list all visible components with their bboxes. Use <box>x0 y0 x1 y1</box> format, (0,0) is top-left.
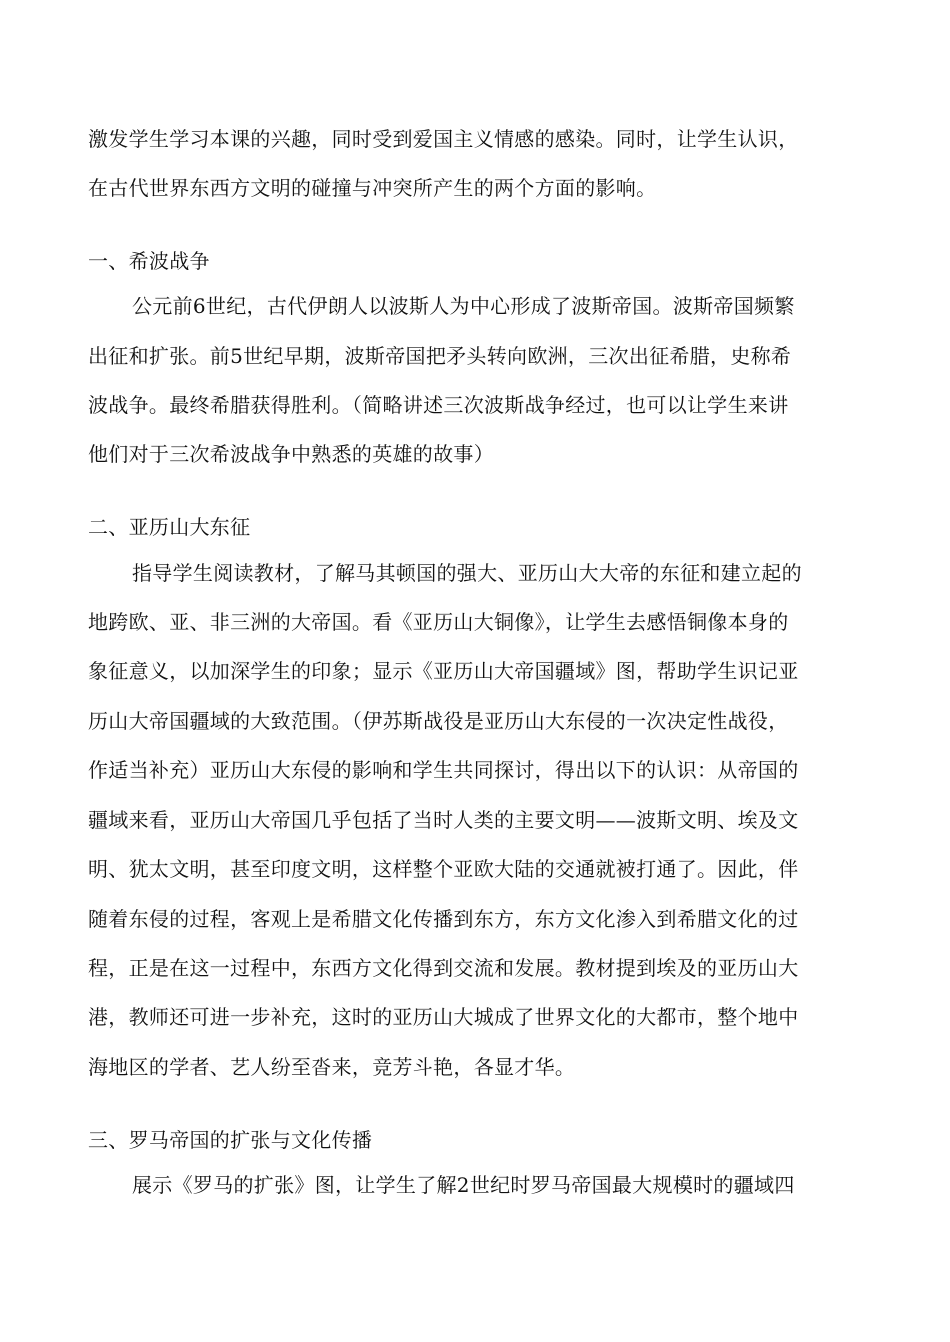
section-3-heading: 三、罗马帝国的扩张与文化传播 <box>88 1128 373 1152</box>
section-1-line-2: 出征和扩张。前5世纪早期，波斯帝国把矛头转向欧洲，三次出征希腊，史称希 <box>88 344 792 368</box>
section-2-line-5: 作适当补充）亚历山大东侵的影响和学生共同探讨，得出以下的认识：从帝国的 <box>88 758 799 782</box>
section-2-line-11: 海地区的学者、艺人纷至沓来，竞芳斗艳，各显才华。 <box>88 1055 576 1079</box>
section-2-line-4: 历山大帝国疆域的大致范围。（伊苏斯战役是亚历山大东侵的一次决定性战役， <box>88 709 789 733</box>
section-3-line-1: 展示《罗马的扩张》图，让学生了解2世纪时罗马帝国最大规模时的疆域四 <box>132 1173 795 1197</box>
section-2-line-6: 疆域来看，亚历山大帝国几乎包括了当时人类的主要文明——波斯文明、埃及文 <box>88 808 799 832</box>
intro-line-2: 在古代世界东西方文明的碰撞与冲突所产生的两个方面的影响。 <box>88 176 657 200</box>
section-2-line-3: 象征意义，以加深学生的印象；显示《亚历山大帝国疆域》图，帮助学生识记亚 <box>88 659 799 683</box>
section-1-line-4: 他们对于三次希波战争中熟悉的英雄的故事） <box>88 442 494 466</box>
section-1-line-1: 公元前6世纪，古代伊朗人以波斯人为中心形成了波斯帝国。波斯帝国频繁 <box>132 294 795 318</box>
section-2-heading: 二、亚历山大东征 <box>88 515 251 539</box>
section-2-line-10: 港，教师还可进一步补充，这时的亚历山大城成了世界文化的大都市，整个地中 <box>88 1005 799 1029</box>
section-2-line-9: 程，正是在这一过程中，东西方文化得到交流和发展。教材提到埃及的亚历山大 <box>88 956 799 980</box>
section-2-line-8: 随着东侵的过程，客观上是希腊文化传播到东方，东方文化渗入到希腊文化的过 <box>88 907 799 931</box>
section-2-line-1: 指导学生阅读教材，了解马其顿国的强大、亚历山大大帝的东征和建立起的 <box>132 561 802 585</box>
intro-line-1: 激发学生学习本课的兴趣，同时受到爱国主义情感的感染。同时，让学生认识， <box>88 127 799 151</box>
section-1-line-3: 波战争。最终希腊获得胜利。（简略讲述三次波斯战争经过，也可以让学生来讲 <box>88 393 789 417</box>
section-1-heading: 一、希波战争 <box>88 249 210 273</box>
section-2-line-7: 明、犹太文明，甚至印度文明，这样整个亚欧大陆的交通就被打通了。因此，伴 <box>88 857 799 881</box>
section-2-line-2: 地跨欧、亚、非三洲的大帝国。看《亚历山大铜像》，让学生去感悟铜像本身的 <box>88 610 789 634</box>
